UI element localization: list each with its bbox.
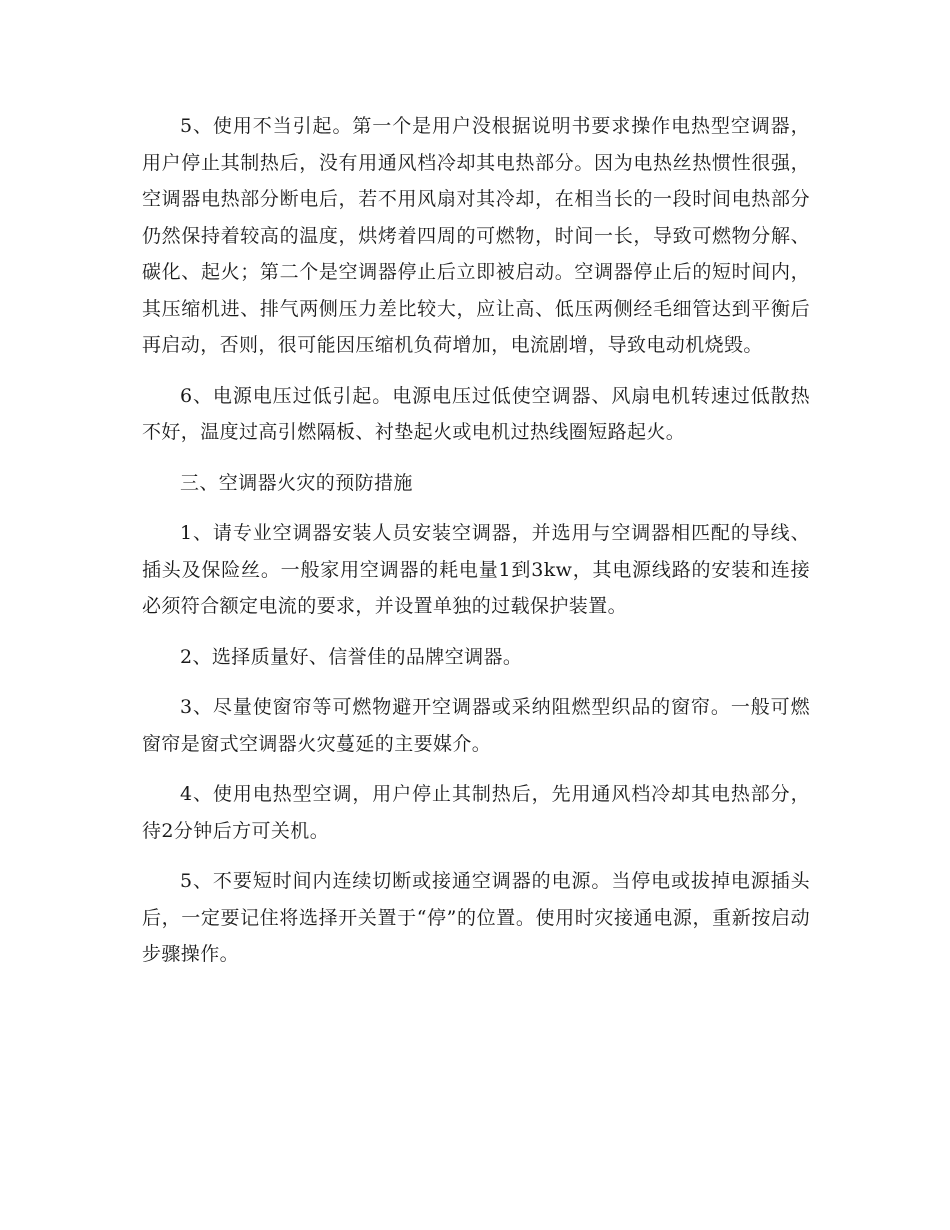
paragraph-brand: 2、选择质量好、信誉佳的品牌空调器。 (180, 645, 523, 668)
section-heading-prevention: 三、空调器火灾的预防措施 (180, 471, 413, 494)
document-page (142, 108, 810, 987)
paragraph-power-switching: 5、不要短时间内连续切断或接通空调器的电源。当停电或拔掉电源插头后，一定要记住将选择开关置于“停”的位置。使用时灾接通电源，重新按启动步骤操作。 (142, 870, 810, 965)
paragraph-curtains: 3、尽量使窗帘等可燃物避开空调器或采纳阻燃型织品的窗帘。一般可燃窗帘是窗式空调器火灾蔓延的主要媒介。 (142, 696, 810, 755)
paragraph-misuse: 5、使用不当引起。第一个是用户没根据说明书要求操作电热型空调器，用户停止其制热后，没有用通风档冷却其电热部分。因为电热丝热惯性很强，空调器电热部分断电后，若不用风扇对其冷却，在相当长的一段时间电热部分仍然保持着较高的温度，烘烤着四周的可燃物，时间一长，导致可燃物分解、碳化、起火；第二个是空调器停止后立即被启动。空调器停止后的短时间内，其压缩机进、排气两侧压力差比较大，应让高、低压两侧经毛细管达到平衡后再启动，否则，很可能因压缩机负荷增加，电流剧增，导致电动机烧毁。 (142, 115, 810, 356)
paragraph-low-voltage: 6、电源电压过低引起。电源电压过低使空调器、风扇电机转速过低散热不好，温度过高引燃隔板、衬垫起火或电机过热线圈短路起火。 (142, 384, 810, 443)
paragraph-electric-heating: 4、使用电热型空调，用户停止其制热后，先用通风档冷却其电热部分，待2分钟后方可关机。 (142, 783, 810, 842)
paragraph-installation: 1、请专业空调器安装人员安装空调器，并选用与空调器相匹配的导线、插头及保险丝。一般家用空调器的耗电量1到3kw，其电源线路的安装和连接必须符合额定电流的要求，并设置单独的过载保护装置。 (142, 522, 810, 617)
